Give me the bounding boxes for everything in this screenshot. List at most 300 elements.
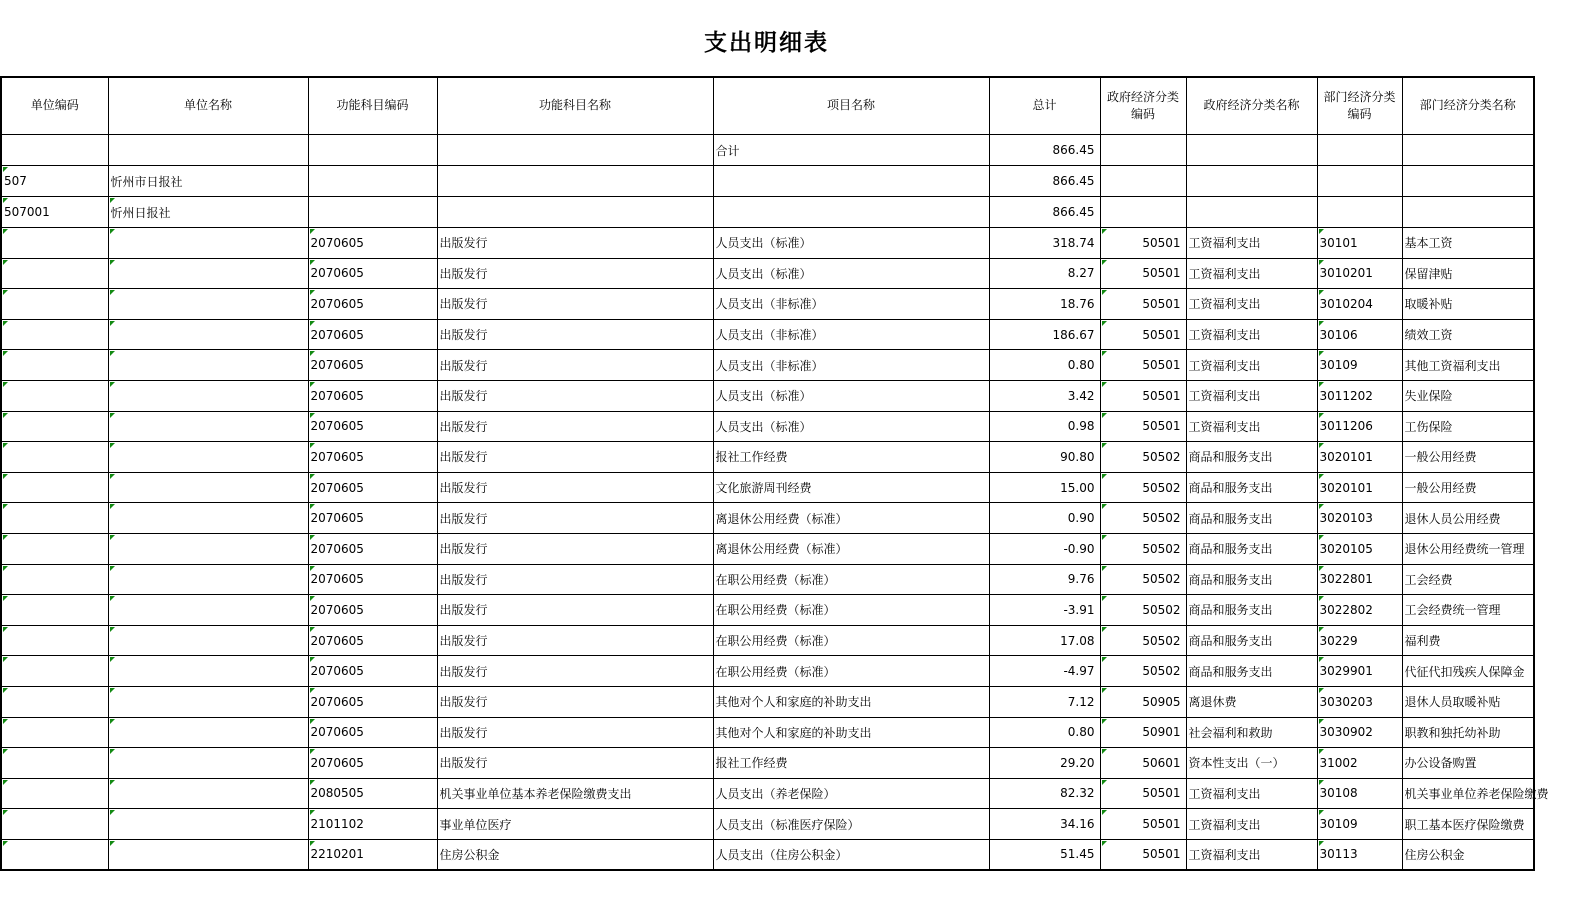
cell [108,839,308,870]
text-number-marker-icon [310,260,315,265]
cell-text: 社会福利和救助 [1188,725,1273,740]
column-header-1: 单位编码 [1,77,108,135]
text-number-marker-icon [1319,321,1324,326]
cell-text: 出版发行 [439,358,488,373]
text-number-marker-icon [1102,749,1107,754]
cell [1402,350,1534,381]
cell-text: 3011206 [1319,419,1373,434]
cell [437,595,713,626]
cell [437,809,713,840]
cell [713,350,989,381]
cell-text: 50501 [1142,388,1181,403]
cell [1186,380,1317,411]
cell [1,656,108,687]
cell [108,166,308,197]
header-row [1,77,1534,135]
text-number-marker-icon [110,810,115,815]
cell [1100,809,1186,840]
table-row [1,411,1534,442]
cell [1402,319,1534,350]
cell [108,135,308,166]
text-number-marker-icon [3,810,8,815]
cell [1402,197,1534,228]
text-number-marker-icon [110,382,115,387]
cell [308,809,437,840]
cell-text: 出版发行 [439,481,488,496]
text-number-marker-icon [310,443,315,448]
cell [1317,319,1402,350]
cell [437,564,713,595]
cell-text: 工伤保险 [1404,419,1453,434]
cell-text: 离退休公用经费（标准） [715,542,848,557]
cell-text: 商品和服务支出 [1188,634,1273,649]
cell-text: 30113 [1319,847,1358,862]
text-number-marker-icon [3,382,8,387]
cell [1402,656,1534,687]
cell [989,595,1100,626]
cell [108,503,308,534]
cell [713,595,989,626]
text-number-marker-icon [110,290,115,295]
cell [437,228,713,259]
cell-text: 出版发行 [439,725,488,740]
cell-text: 商品和服务支出 [1188,542,1273,557]
cell-text: 其他工资福利支出 [1404,358,1501,373]
text-number-marker-icon [3,474,8,479]
cell [1186,258,1317,289]
cell-text: 0.80 [1067,358,1095,373]
cell [108,289,308,320]
cell-text: 一般公用经费 [1404,450,1477,465]
cell-text: 退休人员取暖补贴 [1404,695,1501,710]
cell-text: 0.80 [1067,725,1095,740]
text-number-marker-icon [310,229,315,234]
cell [308,350,437,381]
column-header-3: 功能科目编码 [308,77,437,135]
cell-text: 住房公积金 [439,847,500,862]
cell-text: 事业单位医疗 [439,817,512,832]
cell-text: 50501 [1142,358,1181,373]
cell [308,319,437,350]
text-number-marker-icon [3,413,8,418]
page-title: 支出明细表 [704,29,829,56]
cell-text: 出版发行 [439,634,488,649]
cell-text: 基本工资 [1404,236,1453,251]
text-number-marker-icon [310,719,315,724]
column-header-9: 部门经济分类编码 [1317,77,1402,135]
cell-text: 50501 [1142,235,1181,250]
column-header-7: 政府经济分类编码 [1100,77,1186,135]
cell-text: 工资福利支出 [1188,817,1261,832]
cell-text: 50502 [1142,511,1181,526]
text-number-marker-icon [1102,688,1107,693]
table-row [1,656,1534,687]
cell-text: 3010204 [1319,296,1373,311]
cell [108,778,308,809]
cell-text: 工资福利支出 [1188,297,1261,312]
cell [308,625,437,656]
text-number-marker-icon [1102,627,1107,632]
cell [1100,135,1186,166]
text-number-marker-icon [1319,657,1324,662]
cell-text: 50905 [1142,694,1181,709]
text-number-marker-icon [110,596,115,601]
cell [308,748,437,779]
cell [713,503,989,534]
cell-text: 3030902 [1319,725,1373,740]
text-number-marker-icon [110,474,115,479]
cell [437,656,713,687]
cell-text: 3029901 [1319,664,1373,679]
cell-text: 机关事业单位养老保险缴费 [1404,786,1549,801]
cell [1186,686,1317,717]
cell-text: 30101 [1319,235,1358,250]
cell [308,686,437,717]
table-row [1,228,1534,259]
cell-text: 30106 [1319,327,1358,342]
cell [1317,442,1402,473]
cell [1186,625,1317,656]
cell-text: 50501 [1142,419,1181,434]
cell [108,656,308,687]
text-number-marker-icon [310,657,315,662]
cell [713,258,989,289]
cell-text: 866.45 [1052,205,1095,219]
cell-text: 商品和服务支出 [1188,603,1273,618]
text-number-marker-icon [3,566,8,571]
cell [1,135,108,166]
cell-text: 30108 [1319,786,1358,801]
cell [713,533,989,564]
cell-text: 失业保险 [1404,389,1453,404]
cell [1317,166,1402,197]
cell [1186,472,1317,503]
cell [108,319,308,350]
cell-text: 2070605 [310,419,364,434]
cell-text: 绩效工资 [1404,328,1453,343]
cell-text: 出版发行 [439,542,488,557]
text-number-marker-icon [110,351,115,356]
cell [1100,442,1186,473]
cell-text: 50901 [1142,725,1181,740]
text-number-marker-icon [110,198,115,203]
cell [1100,166,1186,197]
cell [1186,717,1317,748]
text-number-marker-icon [310,749,315,754]
cell [713,319,989,350]
cell [1100,595,1186,626]
column-header-8: 政府经济分类名称 [1186,77,1317,135]
text-number-marker-icon [1319,290,1324,295]
cell [1402,442,1534,473]
cell [1100,656,1186,687]
cell-text: 在职公用经费（标准） [715,572,836,587]
cell-text: 商品和服务支出 [1188,481,1273,496]
cell [1317,625,1402,656]
cell [1,166,108,197]
text-number-marker-icon [1319,443,1324,448]
cell-text: 出版发行 [439,419,488,434]
column-header-6: 总计 [989,77,1100,135]
cell [989,442,1100,473]
cell-text: 17.08 [1060,633,1095,648]
cell [1,533,108,564]
cell [437,166,713,197]
table-row [1,380,1534,411]
cell [1,472,108,503]
cell-text: 人员支出（标准） [715,419,812,434]
cell [108,533,308,564]
expenditure-detail-table [0,76,1549,871]
cell [989,197,1100,228]
cell-text: 人员支出（标准医疗保险） [715,817,860,832]
cell [1186,595,1317,626]
cell-text: 出版发行 [439,695,488,710]
cell-text: 0.90 [1067,511,1095,526]
cell-text: 出版发行 [439,603,488,618]
cell-text: 出版发行 [439,236,488,251]
cell [308,564,437,595]
text-number-marker-icon [1102,382,1107,387]
cell [437,839,713,870]
text-number-marker-icon [1102,535,1107,540]
table-row [1,472,1534,503]
cell [308,595,437,626]
cell [1,228,108,259]
cell-text: 2101102 [310,817,364,832]
table-row [1,350,1534,381]
cell-text: 50502 [1142,449,1181,464]
cell [1317,839,1402,870]
cell-text: 3030203 [1319,694,1373,709]
cell [1100,778,1186,809]
cell [1,380,108,411]
cell [713,809,989,840]
text-number-marker-icon [310,474,315,479]
text-number-marker-icon [1102,504,1107,509]
text-number-marker-icon [110,627,115,632]
cell-text: 取暖补贴 [1404,297,1453,312]
cell [1317,197,1402,228]
cell [1186,350,1317,381]
cell-text: 51.45 [1060,847,1095,862]
cell [108,809,308,840]
cell-text: 2070605 [310,235,364,250]
cell [1402,411,1534,442]
cell-text: 商品和服务支出 [1188,572,1273,587]
cell [1186,197,1317,228]
text-number-marker-icon [310,596,315,601]
text-number-marker-icon [1102,566,1107,571]
text-number-marker-icon [1102,810,1107,815]
cell [1402,686,1534,717]
cell [108,564,308,595]
cell [437,717,713,748]
cell [1100,228,1186,259]
cell-text: 资本性支出（一） [1188,756,1285,771]
text-number-marker-icon [3,535,8,540]
cell-text: 2070605 [310,572,364,587]
table-row [1,686,1534,717]
cell [989,472,1100,503]
cell [989,625,1100,656]
cell-text: 2070605 [310,602,364,617]
cell [713,778,989,809]
cell [1186,135,1317,166]
cell [308,380,437,411]
cell [308,472,437,503]
cell-text: 2210201 [310,847,364,862]
cell [108,595,308,626]
cell [989,503,1100,534]
cell [1402,533,1534,564]
cell [989,350,1100,381]
cell-text: -4.97 [1063,664,1095,679]
cell [1402,258,1534,289]
cell [308,778,437,809]
cell [989,533,1100,564]
cell [1,809,108,840]
cell-text: 3020105 [1319,541,1373,556]
cell-text: 866.45 [1052,143,1095,157]
text-number-marker-icon [310,321,315,326]
text-number-marker-icon [3,719,8,724]
cell-text: 7.12 [1067,694,1095,709]
cell [1,717,108,748]
cell-text: 0.98 [1067,419,1095,434]
cell [1186,564,1317,595]
cell [1186,411,1317,442]
cell-text: 3022801 [1319,572,1373,587]
cell-text: 工资福利支出 [1188,389,1261,404]
cell [1,197,108,228]
cell [1402,839,1534,870]
cell [1402,135,1534,166]
cell [437,503,713,534]
cell-text: 其他对个人和家庭的补助支出 [715,725,872,740]
cell [308,442,437,473]
text-number-marker-icon [3,321,8,326]
cell-text: 合计 [715,143,740,158]
text-number-marker-icon [3,627,8,632]
text-number-marker-icon [1319,535,1324,540]
cell [308,135,437,166]
cell-text: 退休公用经费统一管理 [1404,542,1525,557]
cell-text: 15.00 [1060,480,1095,495]
table-row [1,503,1534,534]
text-number-marker-icon [1102,719,1107,724]
text-number-marker-icon [1102,321,1107,326]
cell [1186,533,1317,564]
cell [1186,656,1317,687]
cell [1,289,108,320]
text-number-marker-icon [110,443,115,448]
cell-text: 文化旅游周刊经费 [715,481,812,496]
cell [1100,380,1186,411]
cell [1402,625,1534,656]
cell [713,686,989,717]
cell [1402,564,1534,595]
cell-text: 50501 [1142,847,1181,862]
cell [989,686,1100,717]
text-number-marker-icon [3,290,8,295]
text-number-marker-icon [110,504,115,509]
cell-text: 29.20 [1060,755,1095,770]
cell [108,197,308,228]
cell [437,197,713,228]
cell [1317,411,1402,442]
cell-text: 忻州市日报社 [110,174,183,189]
cell [1,595,108,626]
cell [713,748,989,779]
text-number-marker-icon [1102,229,1107,234]
cell [1,778,108,809]
cell [1402,748,1534,779]
table-row [1,748,1534,779]
cell [437,289,713,320]
text-number-marker-icon [310,382,315,387]
cell-text: 报社工作经费 [715,756,788,771]
text-number-marker-icon [1319,504,1324,509]
table-row [1,258,1534,289]
cell [713,228,989,259]
cell [1186,442,1317,473]
summary-row [1,166,1534,197]
cell [108,258,308,289]
cell [108,228,308,259]
cell-text: 在职公用经费（标准） [715,664,836,679]
cell [1,411,108,442]
text-number-marker-icon [110,688,115,693]
cell-text: 出版发行 [439,511,488,526]
text-number-marker-icon [1319,780,1324,785]
cell [1186,289,1317,320]
cell [989,135,1100,166]
text-number-marker-icon [310,780,315,785]
cell [1402,380,1534,411]
cell [989,228,1100,259]
text-number-marker-icon [1102,413,1107,418]
text-number-marker-icon [1319,749,1324,754]
text-number-marker-icon [3,780,8,785]
text-number-marker-icon [1102,657,1107,662]
column-header-4: 功能科目名称 [437,77,713,135]
cell [989,411,1100,442]
cell [1317,564,1402,595]
text-number-marker-icon [1102,260,1107,265]
cell [1100,625,1186,656]
cell [989,778,1100,809]
cell-text: 工资福利支出 [1188,786,1261,801]
cell [308,503,437,534]
text-number-marker-icon [310,413,315,418]
cell-text: 50501 [1142,266,1181,281]
cell-text: 忻州日报社 [110,205,171,220]
table-row [1,778,1534,809]
text-number-marker-icon [310,841,315,846]
cell [713,625,989,656]
text-number-marker-icon [3,167,8,172]
cell-text: 职工基本医疗保险缴费 [1404,817,1525,832]
cell [308,656,437,687]
summary-row [1,135,1534,166]
cell [308,839,437,870]
cell [437,472,713,503]
cell-text: 507001 [4,205,50,219]
cell [713,656,989,687]
cell [1402,472,1534,503]
cell [1317,595,1402,626]
